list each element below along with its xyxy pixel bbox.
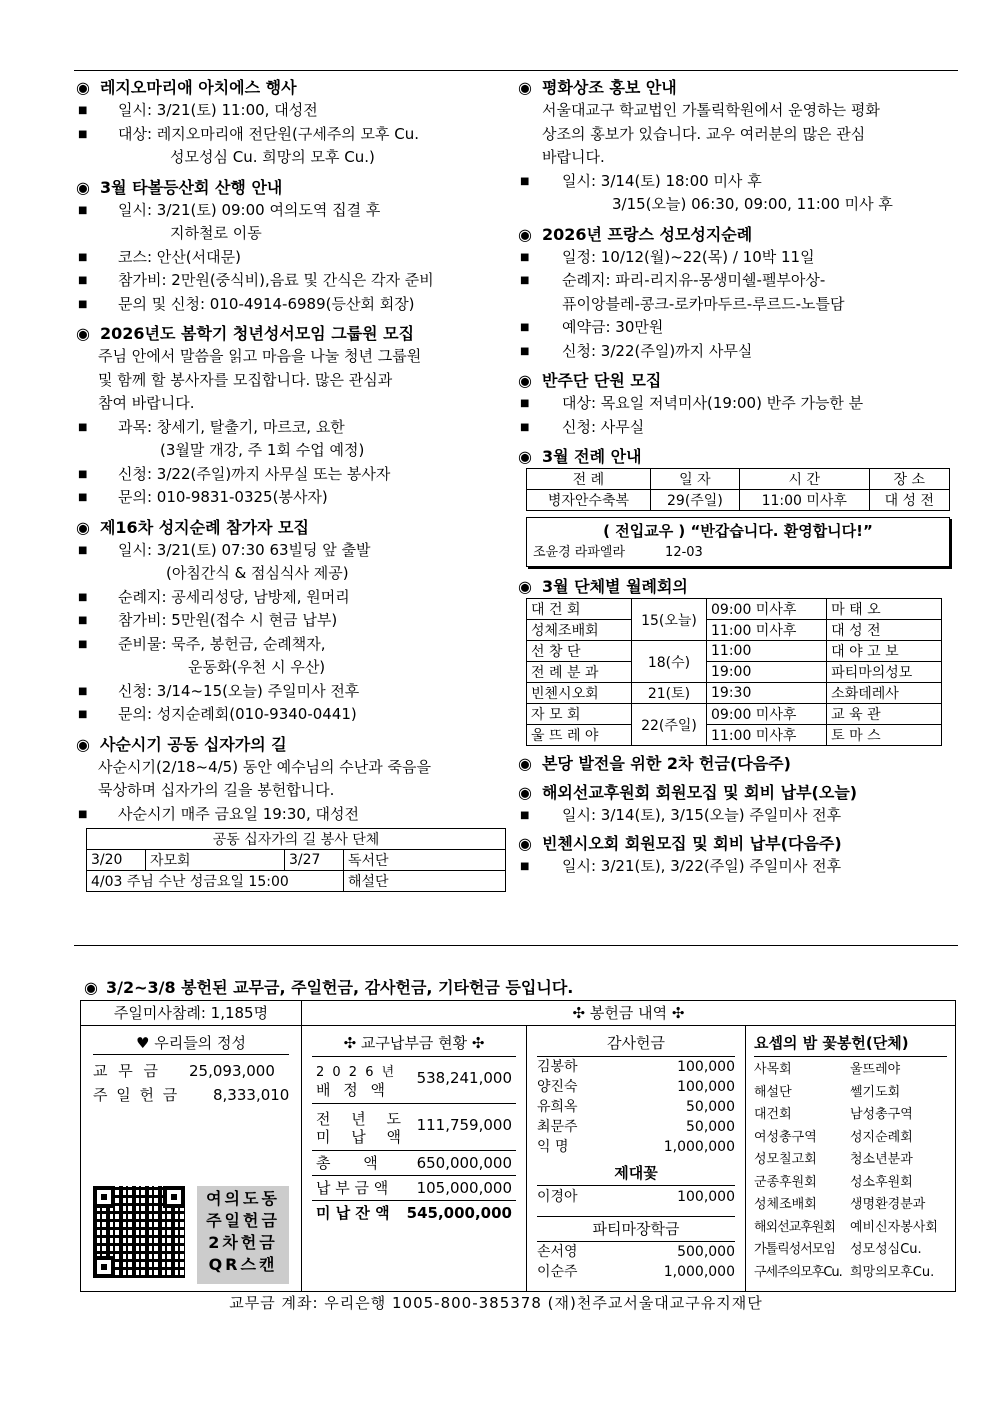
table-header-row: 전 례 일 자 시 간 장 소 (527, 469, 950, 490)
section-title: 빈첸시오회 회원모집 및 회비 납부(다음주) (541, 833, 842, 853)
altar-title: 제대꽃 (537, 1161, 735, 1186)
section-legio (76, 76, 506, 170)
qr-code-icon[interactable] (93, 1186, 185, 1278)
label: 주 일 헌 금 (93, 1086, 180, 1104)
bullet-circle-icon: ◉ (76, 78, 90, 97)
offering-title: ◉ 3/2~3/8 봉헌된 교무금, 주일헌금, 감사헌금, 기타헌금 등입니다. (84, 978, 574, 997)
meeting-table (526, 598, 942, 746)
section-second-collection (518, 752, 958, 775)
paragraph: 상조의 홍보가 있습니다. 교우 여러분의 많은 관심 (542, 124, 866, 143)
section-tabor (76, 176, 506, 317)
ours-title: ♥ 우리들의 정성 (93, 1032, 289, 1055)
ours-panel (81, 1026, 302, 1291)
item-fee: ■ 참가비: 5만원(접수 시 현금 납부) (76, 609, 506, 633)
right-column (518, 76, 958, 884)
item-contact: ■ 문의: 성지순례회(010-9340-0441) (76, 703, 506, 727)
section-title: 3월 타볼등산회 산행 안내 (99, 177, 283, 197)
list-item: 구세주의모후Cu. 희망의모후Cu. (754, 1264, 935, 1280)
item-continue: 운동화(우천 시 우산) (188, 658, 326, 676)
fatima-title: 파티마장학금 (537, 1216, 735, 1242)
bullet-circle-icon: ◉ (76, 734, 90, 754)
welcome-box (526, 517, 950, 567)
item-date: ■ 일시: 3/14(토) 18:00 미사 후 (518, 170, 958, 194)
paragraph: 바랍니다. (542, 148, 605, 166)
table-header: 공동 십자가의 길 봉사 단체 (87, 829, 506, 850)
section-accompanist (518, 369, 958, 439)
section-vincent (518, 832, 958, 879)
item-schedule: ■ 사순시기 매주 금요일 19:30, 대성전 (76, 803, 506, 827)
list-item: 손서영 500,000 (537, 1244, 735, 1260)
diocese-panel: ✣ 교구납부금 현황 ✣ 2 0 2 6 년 배 정 액 538,241,000 전 년 도 미 납 액 111,759,000 총 액 650,000,000 납 부 금 액 105,000,000 미 납 잔 액 545,000,000 (302, 1026, 527, 1291)
offering-head: ✣ 봉헌금 내역 ✣ (302, 1001, 955, 1026)
list-item: 성모칠고회 청소년분과 (754, 1152, 913, 1167)
joseph-title: 요셉의 밤 꽃봉헌(단체) (754, 1030, 947, 1057)
item-date: ■ 일시: 3/21(토) 09:00 여의도역 집결 후 (76, 199, 506, 223)
section-title: 2026년 프랑스 성모성지순례 (541, 224, 753, 244)
section-bible-group (76, 322, 506, 510)
section-funeral-service (518, 76, 958, 217)
list-item: 사목회 울뜨레야 (754, 1062, 901, 1077)
paragraph: 서울대교구 학교법인 가톨릭학원에서 운영하는 평화 (542, 101, 880, 119)
item-continue: 성모성심 Cu. 희망의 모후 Cu.) (170, 148, 375, 166)
bullet-circle-icon: ◉ (518, 371, 532, 390)
list-item: 해외선교후원회 예비신자봉사회 (754, 1219, 938, 1235)
bullet-circle-icon: ◉ (518, 78, 532, 97)
section-pilgrimage (76, 516, 506, 727)
top-rule (74, 70, 958, 71)
section-title: 2026년도 봄학기 청년성서모임 그룹원 모집 (99, 324, 415, 343)
paragraph: 사순시기(2/18~4/5) 동안 예수님의 수난과 죽음을 (98, 757, 432, 776)
table-row: 병자안수축복 29(주일) 11:00 미사후 대 성 전 (527, 490, 950, 511)
table-row: 자 모 회 22(주일) 09:00 미사후 교 육 관 (527, 704, 942, 725)
paragraph: 묵상하며 십자가의 길을 봉헌합니다. (98, 781, 335, 799)
list-item: 성체조배회 생명환경분과 (754, 1197, 926, 1212)
value: 25,093,000 (189, 1062, 275, 1080)
item-fee: ■ 참가비: 2만원(중식비),음료 및 간식은 각자 준비 (76, 269, 506, 293)
list-item: 이순주 1,000,000 (537, 1264, 735, 1280)
item-place: ■ 순례지: 공세리성당, 남방제, 원머리 (76, 586, 506, 610)
list-item: 여성총구역 성지순례회 (754, 1129, 913, 1145)
item-continue: (3월말 개강, 주 1회 수업 예정) (160, 441, 365, 459)
list-item: 이경아 100,000 (537, 1189, 735, 1205)
section-title: 본당 발전을 위한 2차 헌금(다음주) (541, 754, 791, 773)
bullet-circle-icon: ◉ (518, 833, 532, 853)
item-continue: 지하철로 이동 (170, 224, 262, 242)
section-title: 해외선교후원회 회원모집 및 회비 납부(오늘) (541, 783, 858, 802)
list-item: 군종후원회 성소후원회 (754, 1174, 913, 1190)
item-deposit: ■ 예약금: 30만원 (518, 316, 958, 340)
section-liturgy (518, 445, 958, 567)
item-date: ■ 일시: 3/21(토) 11:00, 대성전 (76, 99, 506, 123)
item-continue: 퓨이앙블레-콩크-로카마두르-루르드-노틀담 (562, 294, 845, 313)
section-title: 사순시기 공동 십자가의 길 (99, 734, 287, 754)
section-title: 레지오마리애 아치에스 행사 (99, 78, 297, 97)
bullet-circle-icon: ◉ (76, 517, 90, 537)
section-monthly-meeting (518, 575, 958, 746)
bullet-circle-icon: ◉ (84, 978, 98, 997)
list-item: 최문주 50,000 (537, 1119, 735, 1135)
item-date: ■ 일시: 3/14(토), 3/15(오늘) 주일미사 전후 (518, 804, 958, 828)
bullet-circle-icon: ◉ (518, 447, 532, 466)
item-apply: ■ 신청: 사무실 (518, 416, 958, 440)
list-item: 익 명 1,000,000 (537, 1139, 735, 1155)
table-row: 선 창 단 18(수) 11:00 대 야 고 보 (527, 641, 942, 662)
bullet-circle-icon: ◉ (518, 224, 532, 244)
thanks-title: 감사헌금 (537, 1030, 735, 1057)
item-apply: ■ 신청: 3/14~15(오늘) 주일미사 전후 (76, 680, 506, 704)
newcomer-name: 조윤경 라파엘라 (533, 545, 626, 560)
qr-label: 여의도동 주일헌금 2차헌금 QR스캔 (197, 1186, 289, 1284)
section-stations-of-cross (76, 733, 506, 893)
label: 교 무 금 (93, 1062, 162, 1080)
joseph-panel (746, 1026, 955, 1291)
section-title: 3월 단체별 월례회의 (541, 577, 688, 596)
table-row: 성체조배회 11:00 미사후 대 성 전 (527, 620, 942, 641)
list-item: 해설단 쎌기도회 (754, 1084, 901, 1100)
account-info: 교무금 계좌: 우리은행 1005-800-385378 (재)천주교서울대교구유지재단 (229, 1294, 763, 1312)
paragraph: 주님 안에서 말씀을 읽고 마음을 나눌 청년 그룹원 (98, 347, 422, 365)
item-schedule: ■ 일정: 10/12(월)~22(목) / 10박 11일 (518, 246, 958, 270)
item-date: ■ 일시: 3/21(토) 07:30 63빌딩 앞 출발 (76, 539, 506, 563)
item-contact: ■ 문의: 010-9831-0325(봉사자) (76, 486, 506, 510)
item-apply: ■ 신청: 3/22(주일)까지 사무실 또는 봉사자 (76, 463, 506, 487)
attendance-cell: 주일미사참례: 1,185명 (81, 1001, 302, 1026)
table-row: 전 례 분 과 19:00 파티마의성모 (527, 662, 942, 683)
list-item: 김봉하 100,000 (537, 1059, 735, 1075)
list-item: 유희옥 50,000 (537, 1099, 735, 1115)
middle-rule (74, 945, 958, 946)
item-target: ■ 대상: 목요일 저녁미사(19:00) 반주 가능한 분 (518, 392, 958, 416)
item-prepare: ■ 준비물: 묵주, 봉헌금, 순례책자, (76, 633, 506, 657)
section-mission-support (518, 781, 958, 828)
value: 8,333,010 (213, 1086, 290, 1104)
bullet-circle-icon: ◉ (518, 577, 532, 596)
list-item: 가톨릭성서모임 성모성심Cu. (754, 1242, 922, 1257)
service-table (86, 828, 506, 892)
table-row: 울 뜨 레 야 11:00 미사후 토 마 스 (527, 725, 942, 746)
table-row: 4/03 주님 수난 성금요일 15:00 해설단 (87, 871, 506, 892)
offering-box (80, 1000, 956, 1292)
left-column (76, 76, 506, 898)
section-title: 평화상조 홍보 안내 (541, 78, 677, 97)
section-title: 3월 전례 안내 (541, 447, 642, 466)
liturgy-table (526, 468, 950, 511)
section-title: 반주단 단원 모집 (541, 371, 662, 390)
item-continue: (아침간식 & 점심식사 제공) (166, 564, 349, 582)
item-course: ■ 코스: 안산(서대문) (76, 246, 506, 270)
bullet-circle-icon: ◉ (76, 324, 90, 343)
item-contact: ■ 문의 및 신청: 010-4914-6989(등산회 회장) (76, 293, 506, 317)
item-continue: 3/15(오늘) 06:30, 09:00, 11:00 미사 후 (612, 195, 893, 213)
table-row: 대 건 회 15(오늘) 09:00 미사후 마 태 오 (527, 599, 942, 620)
item-date: ■ 일시: 3/21(토), 3/22(주일) 주일미사 전후 (518, 855, 958, 879)
list-item: 대건회 남성총구역 (754, 1107, 913, 1122)
bullet-circle-icon: ◉ (518, 754, 532, 773)
bullet-circle-icon: ◉ (518, 783, 532, 802)
paragraph: 및 함께 할 봉사자를 모집합니다. 많은 관심과 (98, 370, 393, 389)
paragraph: 참여 바랍니다. (98, 394, 195, 412)
item-target: ■ 대상: 레지오마리애 전단원(구세주의 모후 Cu. (76, 123, 506, 147)
diocese-title: ✣ 교구납부금 현황 ✣ (312, 1030, 516, 1057)
item-subject: ■ 과목: 창세기, 탈출기, 마르코, 요한 (76, 416, 506, 440)
thanks-panel (527, 1026, 746, 1291)
newcomer-code: 12-03 (665, 545, 703, 560)
item-apply: ■ 신청: 3/22(주일)까지 사무실 (518, 340, 958, 364)
table-row: 빈첸시오회 21(토) 19:30 소화데레사 (527, 683, 942, 704)
welcome-title: ( 전입교우 ) “반갑습니다. 환영합니다!” (603, 522, 873, 540)
section-title: 제16차 성지순례 참가자 모집 (99, 517, 309, 537)
bullet-circle-icon: ◉ (76, 177, 90, 197)
table-row: 3/20 자모회 3/27 독서단 (87, 850, 506, 871)
item-place: ■ 순례지: 파리-리지유-몽생미쉘-펠부아상- (518, 269, 958, 293)
section-france-pilgrimage (518, 223, 958, 364)
list-item: 양진숙 100,000 (537, 1079, 735, 1095)
